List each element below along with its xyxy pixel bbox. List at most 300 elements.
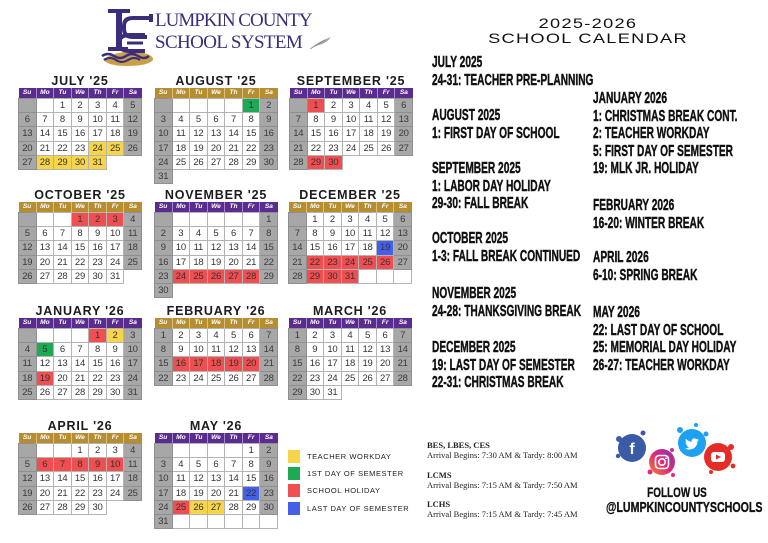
week-row: [289, 269, 412, 283]
weekday-label: We: [207, 202, 225, 213]
day-cell: 24: [190, 371, 208, 385]
weekday-label: Sa: [124, 433, 142, 444]
month-grid: [288, 202, 412, 284]
month-grid: [154, 202, 278, 298]
day-cell: 2: [260, 444, 278, 458]
day-cell: 27: [54, 385, 72, 399]
weekday-label: We: [341, 318, 359, 329]
day-cell: 21: [260, 357, 278, 371]
day-cell-holiday: 26: [207, 269, 225, 283]
day-cell: 12: [207, 241, 225, 255]
day-cell: 16: [89, 472, 107, 486]
day-cell: 8: [71, 227, 89, 241]
week-row: [290, 99, 413, 113]
day-cell: 5: [377, 99, 395, 113]
event-item: 22-31: CHRISTMAS BREAK: [432, 374, 564, 391]
empty-cell: [124, 155, 142, 169]
empty-cell: [242, 213, 260, 227]
empty-cell: [54, 444, 72, 458]
empty-cell: [225, 169, 243, 183]
weekday-label: Su: [158, 319, 168, 326]
event-item: 19: MLK JR. HOLIDAY: [593, 160, 699, 177]
weekday-header-row: [19, 88, 142, 99]
empty-cell: [36, 444, 54, 458]
weekday-label: Su: [293, 89, 303, 96]
arrival-schools: BES, LBES, CES: [427, 440, 490, 450]
day-cell: 4: [207, 329, 225, 343]
day-cell: 8: [155, 343, 173, 357]
empty-cell: [242, 514, 260, 528]
empty-cell: [207, 169, 225, 183]
day-cell: 4: [172, 113, 190, 127]
social-handle: @LUMPKINCOUNTYSCHOOLS: [606, 499, 763, 516]
day-cell: 22: [242, 141, 260, 155]
event-item: 26-27: TEACHER WORKDAY: [593, 356, 730, 374]
day-cell-holiday: 30: [325, 155, 343, 169]
week-row: [289, 385, 412, 399]
day-cell: 6: [36, 227, 54, 241]
day-cell: 11: [172, 472, 190, 486]
empty-cell: [394, 269, 412, 283]
day-cell: 25: [360, 141, 378, 155]
day-cell: 19: [124, 127, 142, 141]
day-cell: 7: [289, 227, 307, 241]
arrival-schools: LCMS: [427, 470, 452, 480]
empty-cell: [225, 444, 243, 458]
week-row: [19, 486, 142, 500]
empty-cell: [155, 444, 173, 458]
day-cell: 18: [190, 255, 208, 269]
day-cell: 15: [54, 127, 72, 141]
day-cell: 21: [290, 141, 308, 155]
weekday-label: Th: [89, 318, 107, 329]
arrival-times: Arrival Begins: 7:30 AM & Tardy: 8:00 AM: [427, 449, 578, 460]
instagram-icon: [648, 448, 676, 477]
day-cell: 7: [225, 113, 243, 127]
empty-cell: [172, 99, 190, 113]
day-cell: 25: [172, 155, 190, 169]
week-row: [155, 343, 278, 357]
empty-cell: [377, 155, 395, 169]
empty-cell: [260, 169, 278, 183]
empty-cell: [190, 444, 208, 458]
day-cell-teacher-workday: 2: [106, 329, 124, 343]
day-cell: 25: [341, 371, 359, 385]
day-cell: 8: [289, 343, 307, 357]
day-cell: 8: [306, 227, 324, 241]
day-cell: 15: [242, 472, 260, 486]
day-cell: 23: [89, 486, 107, 500]
day-cell: 7: [260, 329, 278, 343]
follow-us-label: FOLLOW US: [647, 484, 707, 500]
weekday-label: Mo: [36, 202, 54, 213]
weekday-label: Mo: [172, 433, 190, 444]
day-cell: 7: [71, 343, 89, 357]
day-cell-teacher-workday: 30: [71, 155, 89, 169]
day-cell: 10: [89, 113, 107, 127]
day-cell: 13: [207, 127, 225, 141]
day-cell: 15: [71, 241, 89, 255]
day-cell-holiday: 24: [172, 269, 190, 283]
day-cell-first-day: 5: [36, 343, 54, 357]
day-cell: 29: [260, 269, 278, 283]
day-cell: 16: [155, 255, 173, 269]
twitter-icon: [677, 423, 709, 457]
empty-cell: [190, 213, 208, 227]
day-cell: 16: [71, 127, 89, 141]
day-cell: 30: [306, 385, 324, 399]
weekday-label: Su: [158, 89, 168, 96]
day-cell: 16: [324, 241, 342, 255]
day-cell: 24: [106, 255, 124, 269]
day-cell: 19: [377, 127, 395, 141]
month-title: OCTOBER '25: [34, 188, 126, 202]
month-february-2026: [154, 304, 278, 386]
weekday-label: We: [71, 202, 89, 213]
day-cell: 4: [172, 458, 190, 472]
week-row: [155, 141, 278, 155]
weekday-label: We: [341, 202, 359, 213]
day-cell: 31: [155, 514, 173, 528]
weekday-label: Fr: [106, 202, 124, 213]
day-cell: 6: [395, 99, 413, 113]
day-cell: 24: [324, 371, 342, 385]
week-row: [19, 472, 142, 486]
day-cell: 20: [376, 357, 394, 371]
day-cell-holiday: 29: [306, 269, 324, 283]
calendar-title-years: 2025-2026: [538, 15, 638, 31]
week-row: [19, 99, 142, 113]
empty-cell: [260, 514, 278, 528]
week-row: [155, 127, 278, 141]
day-cell: 26: [359, 371, 377, 385]
day-cell: 29: [71, 269, 89, 283]
day-cell: 1: [242, 444, 260, 458]
event-block-february-2026: [593, 197, 704, 232]
day-cell: 11: [106, 113, 124, 127]
event-month-heading: NOVEMBER 2025: [432, 285, 517, 302]
day-cell-holiday: 27: [225, 269, 243, 283]
day-cell: 12: [377, 113, 395, 127]
day-cell: 24: [124, 371, 142, 385]
day-cell: 19: [19, 255, 37, 269]
day-cell: 6: [376, 329, 394, 343]
day-cell-holiday: 25: [359, 255, 377, 269]
month-grid: [18, 88, 142, 170]
day-cell: 5: [19, 227, 37, 241]
day-cell-last-day: 22: [242, 486, 260, 500]
day-cell-holiday: 18: [207, 357, 225, 371]
day-cell: 13: [36, 472, 54, 486]
month-grid: [18, 202, 142, 284]
legend-swatch: [288, 450, 300, 463]
day-cell: 6: [19, 113, 37, 127]
day-cell: 10: [172, 241, 190, 255]
day-cell: 25: [19, 385, 37, 399]
day-cell: 5: [359, 329, 377, 343]
month-july-2025: [18, 74, 142, 170]
week-row: [155, 357, 278, 371]
weekday-label: Su: [22, 434, 32, 441]
day-cell: 21: [394, 357, 412, 371]
day-cell: 3: [190, 329, 208, 343]
day-cell-teacher-workday: 25: [106, 141, 124, 155]
day-cell-holiday: 17: [190, 357, 208, 371]
day-cell: 15: [289, 357, 307, 371]
day-cell: 29: [289, 385, 307, 399]
day-cell: 3: [155, 113, 173, 127]
weekday-label: Su: [158, 434, 168, 441]
day-cell: 19: [207, 255, 225, 269]
day-cell: 12: [190, 127, 208, 141]
day-cell: 12: [376, 227, 394, 241]
event-block-april-2026: [593, 249, 697, 284]
weekday-label: We: [207, 318, 225, 329]
event-item: 5: FIRST DAY OF SEMESTER: [593, 142, 734, 160]
weekday-label: Tu: [190, 88, 208, 99]
calendar-title-label: SCHOOL CALENDAR: [488, 30, 688, 46]
day-cell: 20: [207, 141, 225, 155]
week-row: [155, 255, 278, 269]
week-row: [19, 241, 142, 255]
weekday-header-row: [155, 202, 278, 213]
event-item: 2: TEACHER WORKDAY: [593, 125, 710, 142]
day-cell: 10: [324, 343, 342, 357]
event-item: 1: CHRISTMAS BREAK CONT.: [593, 107, 738, 125]
day-cell: 30: [89, 269, 107, 283]
day-cell-holiday: 25: [172, 500, 190, 514]
day-cell: 11: [341, 343, 359, 357]
day-cell: 11: [124, 227, 142, 241]
day-cell: 21: [289, 255, 307, 269]
week-row: [19, 371, 142, 385]
day-cell: 2: [71, 99, 89, 113]
day-cell: 29: [242, 155, 260, 169]
empty-cell: [19, 99, 37, 113]
event-month-heading: APRIL 2026: [593, 249, 649, 266]
day-cell: 28: [260, 371, 278, 385]
weekday-label: Mo: [306, 318, 324, 329]
day-cell: 17: [172, 255, 190, 269]
month-october-2025: [18, 188, 142, 284]
weekday-label: Sa: [260, 433, 278, 444]
day-cell: 22: [89, 371, 107, 385]
day-cell: 4: [106, 99, 124, 113]
day-cell: 4: [360, 99, 378, 113]
weekday-label: Su: [292, 203, 302, 210]
day-cell: 1: [155, 329, 173, 343]
day-cell: 23: [325, 141, 343, 155]
day-cell: 3: [124, 329, 142, 343]
day-cell: 21: [225, 141, 243, 155]
week-row: [155, 227, 278, 241]
month-grid: [18, 433, 142, 515]
weekday-label: Tu: [54, 433, 72, 444]
day-cell: 25: [124, 255, 142, 269]
event-block-july-2025: [432, 54, 593, 89]
day-cell: 27: [242, 371, 260, 385]
day-cell: 17: [324, 357, 342, 371]
day-cell: 2: [306, 329, 324, 343]
week-row: [19, 113, 142, 127]
weekday-label: We: [207, 88, 225, 99]
day-cell: 26: [124, 141, 142, 155]
month-september-2025: [289, 74, 413, 170]
week-row: [19, 155, 142, 169]
week-row: [289, 357, 412, 371]
day-cell: 14: [225, 127, 243, 141]
week-row: [155, 329, 278, 343]
month-title: APRIL '26: [47, 419, 113, 433]
day-cell: 26: [225, 371, 243, 385]
month-grid: [289, 88, 413, 170]
day-cell: 6: [394, 213, 412, 227]
weekday-label: Th: [359, 318, 377, 329]
day-cell: 7: [36, 113, 54, 127]
day-cell: 19: [19, 486, 37, 500]
event-item: 24-31: TEACHER PRE-PLANNING: [432, 71, 594, 89]
weekday-label: Tu: [54, 88, 72, 99]
day-cell: 10: [190, 343, 208, 357]
weekday-label: Th: [225, 202, 243, 213]
day-cell: 9: [306, 343, 324, 357]
week-row: [289, 227, 412, 241]
empty-cell: [359, 269, 377, 283]
weekday-header-row: [289, 318, 412, 329]
empty-cell: [225, 99, 243, 113]
day-cell: 10: [341, 227, 359, 241]
empty-cell: [359, 385, 377, 399]
day-cell: 5: [376, 213, 394, 227]
week-row: [289, 241, 412, 255]
day-cell: 31: [106, 269, 124, 283]
weekday-label: Th: [225, 433, 243, 444]
day-cell: 22: [54, 141, 72, 155]
event-block-november-2025: [432, 285, 581, 320]
day-cell-teacher-workday: 29: [54, 155, 72, 169]
day-cell: 12: [19, 241, 37, 255]
day-cell: 4: [341, 329, 359, 343]
week-row: [289, 371, 412, 385]
weekday-header-row: [155, 88, 278, 99]
day-cell: 7: [242, 227, 260, 241]
day-cell: 31: [124, 385, 142, 399]
day-cell: 30: [106, 385, 124, 399]
month-grid: [154, 88, 278, 184]
day-cell: 3: [106, 444, 124, 458]
day-cell: 26: [36, 385, 54, 399]
week-row: [19, 444, 142, 458]
day-cell-holiday: 7: [54, 458, 72, 472]
day-cell: 5: [190, 458, 208, 472]
facebook-icon: [616, 431, 646, 463]
empty-cell: [225, 283, 243, 297]
day-cell: 8: [89, 343, 107, 357]
weekday-label: Sa: [124, 88, 142, 99]
day-cell: 2: [324, 213, 342, 227]
weekday-label: Sa: [260, 202, 278, 213]
day-cell: 25: [124, 486, 142, 500]
week-row: [155, 213, 278, 227]
weekday-label: We: [207, 433, 225, 444]
day-cell: 11: [172, 127, 190, 141]
empty-cell: [19, 329, 37, 343]
legend-item-teacher-workday: [288, 450, 428, 463]
day-cell: 23: [71, 141, 89, 155]
day-cell: 9: [89, 227, 107, 241]
day-cell: 13: [242, 343, 260, 357]
day-cell-holiday: 19: [36, 371, 54, 385]
day-cell: 23: [106, 371, 124, 385]
week-row: [155, 444, 278, 458]
day-cell: 1: [71, 444, 89, 458]
day-cell: 11: [124, 458, 142, 472]
day-cell: 27: [395, 141, 413, 155]
month-title: FEBRUARY '26: [166, 304, 266, 318]
week-row: [155, 514, 278, 528]
day-cell: 15: [306, 241, 324, 255]
arrival-info-high: [427, 500, 578, 519]
day-cell: 20: [36, 255, 54, 269]
day-cell: 27: [376, 371, 394, 385]
day-cell: 31: [324, 385, 342, 399]
weekday-label: Fr: [242, 433, 260, 444]
empty-cell: [54, 329, 72, 343]
week-row: [289, 213, 412, 227]
day-cell: 12: [124, 113, 142, 127]
day-cell: 20: [36, 486, 54, 500]
empty-cell: [190, 99, 208, 113]
week-row: [290, 141, 413, 155]
week-row: [155, 241, 278, 255]
day-cell-holiday: 30: [324, 269, 342, 283]
empty-cell: [376, 269, 394, 283]
day-cell: 9: [325, 113, 343, 127]
weekday-label: We: [71, 433, 89, 444]
day-cell: 5: [190, 113, 208, 127]
arrival-info-elementary: [427, 441, 578, 460]
day-cell: 26: [19, 269, 37, 283]
weekday-label: Mo: [306, 202, 324, 213]
week-row: [19, 141, 142, 155]
day-cell: 23: [89, 255, 107, 269]
day-cell: 3: [324, 329, 342, 343]
event-item: 29-30: FALL BREAK: [432, 195, 529, 212]
day-cell: 8: [307, 113, 325, 127]
day-cell-holiday: 31: [341, 269, 359, 283]
day-cell: 3: [172, 227, 190, 241]
day-cell: 2: [172, 329, 190, 343]
day-cell: 29: [242, 500, 260, 514]
month-november-2025: [154, 188, 278, 298]
empty-cell: [36, 99, 54, 113]
month-title: SEPTEMBER '25: [296, 74, 406, 88]
org-name-line1: LUMPKIN COUNTY: [155, 10, 312, 31]
weekday-label: Th: [360, 88, 378, 99]
day-cell: 14: [289, 241, 307, 255]
weekday-label: Sa: [394, 202, 412, 213]
day-cell-holiday: 1: [71, 213, 89, 227]
empty-cell: [207, 514, 225, 528]
weekday-label: Su: [22, 203, 32, 210]
day-cell: 30: [89, 500, 107, 514]
empty-cell: [106, 155, 124, 169]
arrival-schools: LCHS: [427, 499, 451, 509]
legend-swatch: [288, 502, 300, 515]
empty-cell: [207, 99, 225, 113]
arrival-times: Arrival Begins: 7:15 AM & Tardy: 7:45 AM: [427, 508, 578, 519]
day-cell: 20: [394, 241, 412, 255]
